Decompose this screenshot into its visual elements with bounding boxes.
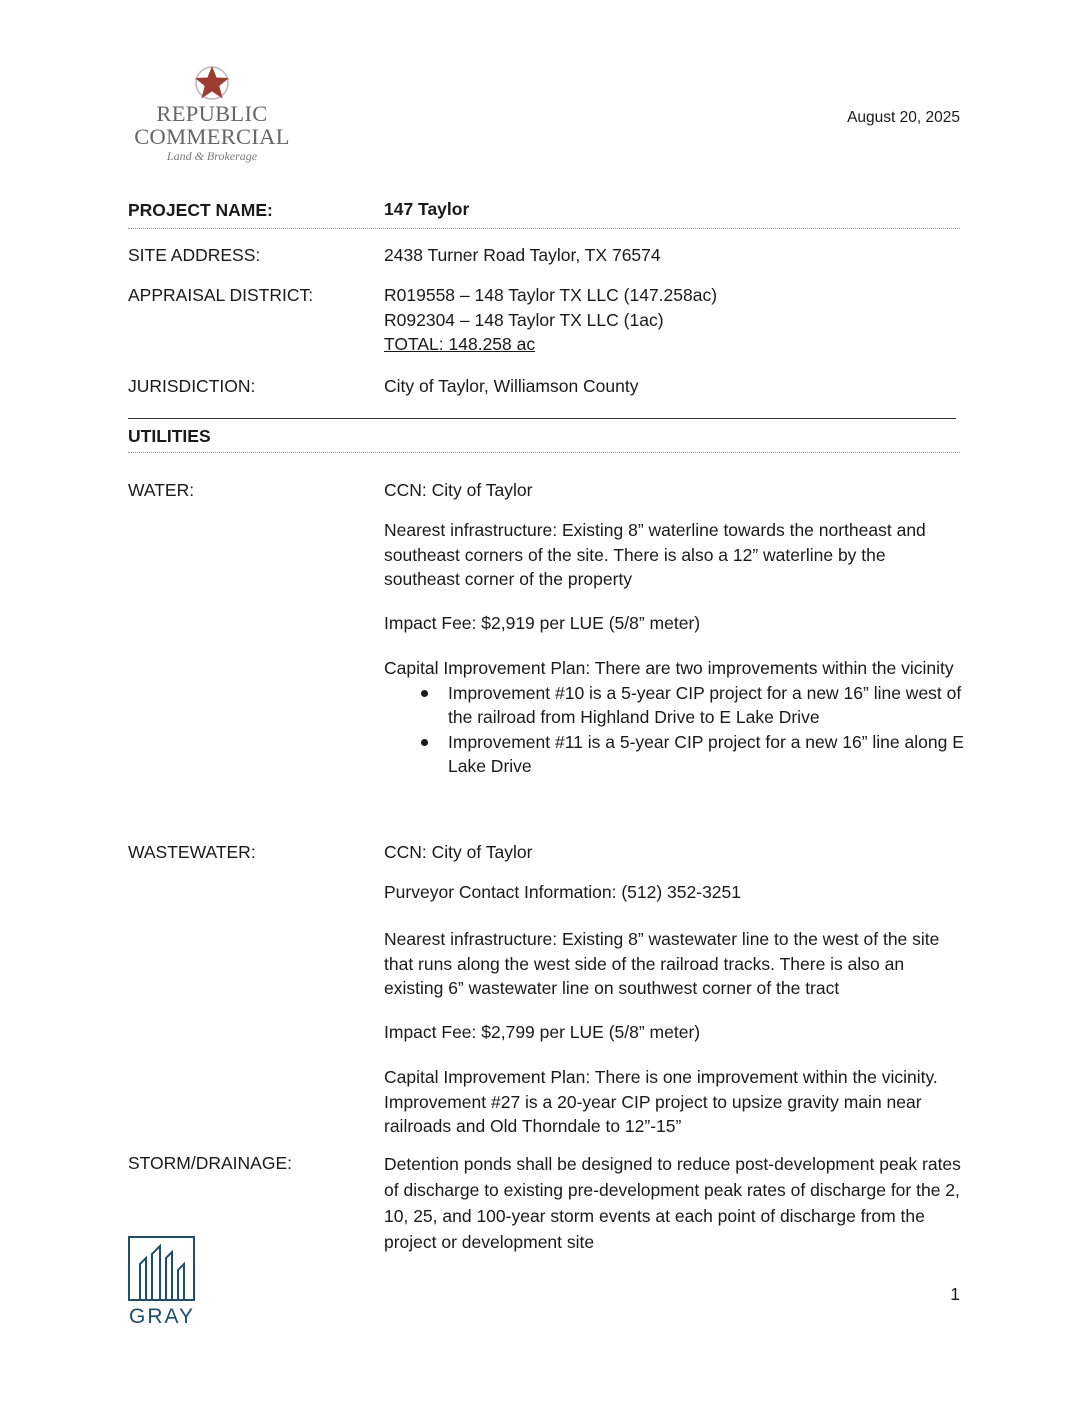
water-cip-text: Capital Improvement Plan: There are two improvements within the vicinity (384, 658, 954, 678)
wastewater-infrastructure: Nearest infrastructure: Existing 8” wastewater line to the west of the site that runs along the west side of the railroad tracks. There is also an existing 6” wastewater line on southwest corner of the tract (384, 929, 940, 998)
jurisdiction-value: City of Taylor, Williamson County (384, 376, 639, 396)
logo-line-tagline: Land & Brokerage (166, 149, 258, 163)
section-rule (128, 418, 956, 419)
project-name-value: 147 Taylor (384, 199, 470, 219)
site-address-label: SITE ADDRESS: (128, 245, 261, 265)
jurisdiction-label: JURISDICTION: (128, 376, 256, 396)
wastewater-contact: Purveyor Contact Information: (512) 352-3251 (384, 882, 741, 902)
storm-drainage-text: Detention ponds shall be designed to reduce post-development peak rates of discharge to existing pre-development peak rates of discharge for the 2, 10, 25, and 100-year storm events at each point of discharge from the project or development site (384, 1154, 961, 1252)
star-icon (192, 64, 232, 102)
wastewater-cip: Capital Improvement Plan: There is one improvement within the vicinity. Improvement #27 is a 20-year CIP project to upsize gravity main near railroads and Old Thorndale to 12”-15” (384, 1067, 938, 1136)
water-cip-list (384, 681, 964, 779)
appraisal-line: R092304 – 148 Taylor TX LLC (1ac) (384, 309, 664, 330)
water-ccn: CCN: City of Taylor (384, 480, 533, 500)
wastewater-label: WASTEWATER: (128, 842, 256, 862)
list-item: Improvement #11 is a 5-year CIP project for a new 16” line along E Lake Drive (384, 730, 964, 779)
page-number: 1 (950, 1284, 960, 1304)
list-item: Improvement #10 is a 5-year CIP project for a new 16” line west of the railroad from Highland Drive to E Lake Drive (384, 681, 964, 730)
gray-logo-text: GRAY (129, 1305, 195, 1326)
wastewater-ccn: CCN: City of Taylor (384, 842, 533, 862)
logo-line-republic: REPUBLIC (156, 101, 268, 126)
utilities-heading: UTILITIES (128, 426, 211, 446)
republic-commercial-logo (126, 64, 298, 164)
site-address-value: 2438 Turner Road Taylor, TX 76574 (384, 245, 661, 265)
gray-building-icon (128, 1236, 196, 1326)
divider (128, 228, 960, 229)
water-impact-fee: Impact Fee: $2,919 per LUE (5/8” meter) (384, 613, 701, 633)
appraisal-total: TOTAL: 148.258 ac (384, 334, 536, 354)
appraisal-line: R019558 – 148 Taylor TX LLC (147.258ac) (384, 285, 718, 305)
logo-line-commercial: COMMERCIAL (134, 124, 290, 149)
water-infrastructure: Nearest infrastructure: Existing 8” waterline towards the northeast and southeast corners of the site. There is also a 12” waterline by the southeast corner of the property (384, 520, 926, 589)
storm-drainage-label: STORM/DRAINAGE: (128, 1153, 293, 1173)
gray-logo (128, 1236, 196, 1331)
divider (128, 452, 960, 453)
project-name-label: PROJECT NAME: (128, 200, 273, 220)
appraisal-district-value (384, 283, 964, 357)
appraisal-district-label: APPRAISAL DISTRICT: (128, 285, 314, 305)
document-date: August 20, 2025 (847, 109, 960, 126)
wastewater-impact-fee: Impact Fee: $2,799 per LUE (5/8” meter) (384, 1022, 701, 1042)
water-cip (384, 656, 964, 779)
water-label: WATER: (128, 480, 195, 500)
